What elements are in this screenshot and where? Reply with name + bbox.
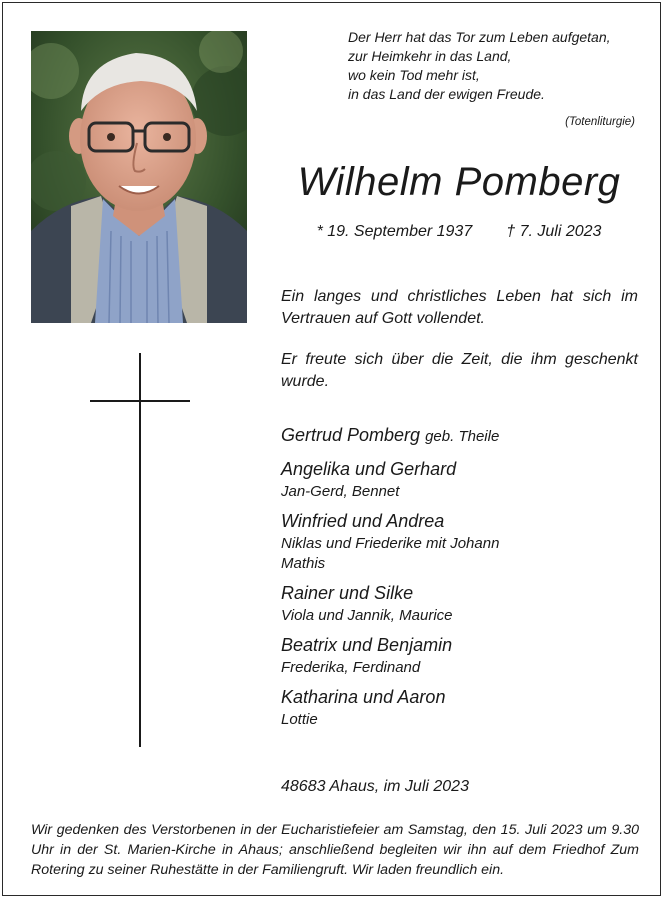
mourners-list xyxy=(281,422,641,736)
death-date: † 7. Juli 2023 xyxy=(506,223,602,240)
mourner-children: Lottie xyxy=(281,711,318,728)
cross-icon xyxy=(90,400,190,402)
memorial-text: Er freute sich über die Zeit, die ihm geschenkt wurde. xyxy=(281,351,638,390)
mourner-children: Mathis xyxy=(281,555,326,572)
mourner-name: Winfried und Andrea xyxy=(281,511,445,531)
mourner-entry xyxy=(281,508,641,574)
quote-line: Der Herr hat das Tor zum Leben aufgetan, xyxy=(348,29,611,45)
mourner-name: Angelika und Gerhard xyxy=(281,459,457,479)
mourner-entry xyxy=(281,684,641,730)
mourner-entry xyxy=(281,580,641,626)
mourner-name: Rainer und Silke xyxy=(281,583,414,603)
bible-quote xyxy=(348,28,638,132)
mourner-name: Gertrud Pomberg xyxy=(281,425,421,445)
mourner-entry xyxy=(281,632,641,678)
memorial-text: Ein langes und christliches Leben hat sich im Vertrauen auf Gott vollendet. xyxy=(281,288,638,327)
place-date: 48683 Ahaus, im Juli 2023 xyxy=(281,778,469,795)
quote-line: wo kein Tod mehr ist, xyxy=(348,67,480,83)
mourner-name: Beatrix und Benjamin xyxy=(281,635,453,655)
life-dates xyxy=(279,223,639,241)
mourner-children: Niklas und Friederike mit Johann xyxy=(281,535,500,552)
cross-icon xyxy=(139,353,141,747)
deceased-name: Wilhelm Pomberg xyxy=(297,160,621,204)
obituary-notice xyxy=(2,2,661,896)
mourner-children: Jan-Gerd, Bennet xyxy=(281,483,400,500)
birth-date: * 19. September 1937 xyxy=(316,223,473,240)
mourner-children: Viola und Jannik, Maurice xyxy=(281,607,453,624)
mourner-entry xyxy=(281,456,641,502)
mourner-suffix: geb. Theile xyxy=(425,428,500,445)
quote-line: in das Land der ewigen Freude. xyxy=(348,86,545,102)
quote-line: zur Heimkehr in das Land, xyxy=(348,48,512,64)
service-info: Wir gedenken des Verstorbenen in der Eucharistiefeier am Samstag, den 15. Juli 2023 um 9.30 Uhr in der St. Marien-Kirche in Ahaus; anschließend begleiten wir ihn auf dem Friedhof Zum Rotering zu seiner Ruhestätte in der Familiengruft. Wir laden freundlich ein. xyxy=(31,822,639,878)
portrait-photo xyxy=(31,31,247,323)
mourner-entry xyxy=(281,422,641,450)
quote-source: (Totenliturgie) xyxy=(565,116,635,128)
mourner-children: Frederika, Ferdinand xyxy=(281,659,421,676)
mourner-name: Katharina und Aaron xyxy=(281,687,446,707)
